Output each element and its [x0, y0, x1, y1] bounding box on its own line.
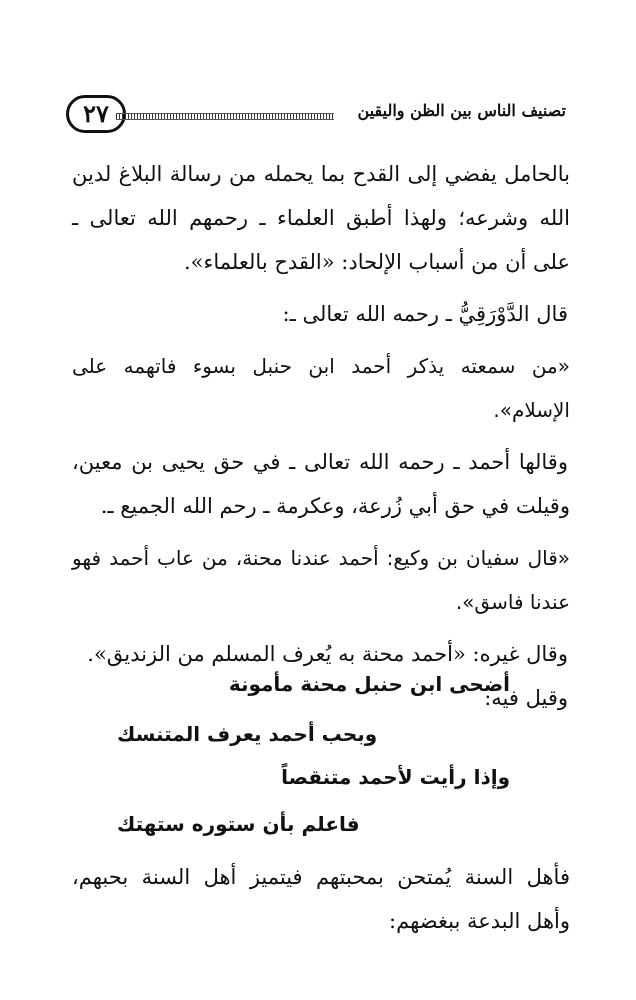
- header-rule: [116, 113, 334, 120]
- closing-text: [72, 855, 570, 943]
- paragraph-intro: بالحامل يفضي إلى القدح بما يحمله من رسالة البلاغ لدين الله وشرعه؛ ولهذا أطبق العلماء ـ رحمهم الله تعالى ـ على أن من أسباب الإلحاد: «القدح بالعلماء».: [72, 162, 570, 274]
- book-title: تصنيف الناس بين الظن واليقين: [357, 101, 566, 120]
- page-number: ٢٧: [66, 95, 126, 133]
- paragraph-ahmad: وقالها أحمد ـ رحمه الله تعالى ـ في حق يحيى بن معين، وقيلت في حق أبي زُرعة، وعكرمة ـ رحم الله الجميع ـ.: [72, 450, 570, 518]
- main-text: [72, 152, 570, 720]
- verse-2-second-hemistich: فاعلم بأن ستوره ستهتك: [117, 812, 360, 836]
- verse-2-first-hemistich: وإذا رأيت لأحمد متنقصاً: [281, 765, 510, 789]
- paragraph-other: وقال غيره: «أحمد محنة به يُعرف المسلم من الزنديق».: [87, 642, 568, 666]
- verse-1-first-hemistich: أضحى ابن حنبل محنة مأمونة: [228, 672, 510, 696]
- verse-1-second-hemistich: وبحب أحمد يعرف المتنسك: [117, 722, 378, 746]
- paragraph-dawraqi: قال الدَّوْرَقِيُّ ـ رحمه الله تعالى ـ:: [282, 302, 568, 326]
- paragraph-closing: فأهل السنة يُمتحن بمحبتهم فيتميز أهل السنة بحبهم، وأهل البدعة ببغضهم:: [72, 865, 570, 933]
- quote-sufyan: «قال سفيان بن وكيع: أحمد عندنا محنة، من عاب أحمد فهو عندنا فاسق».: [72, 546, 570, 614]
- paragraph-poem-intro: وقيل فيه:: [484, 686, 568, 710]
- quote-dawraqi: «من سمعته يذكر أحمد ابن حنبل بسوء فاتهمه على الإسلام».: [72, 354, 570, 422]
- page-header: [66, 95, 566, 137]
